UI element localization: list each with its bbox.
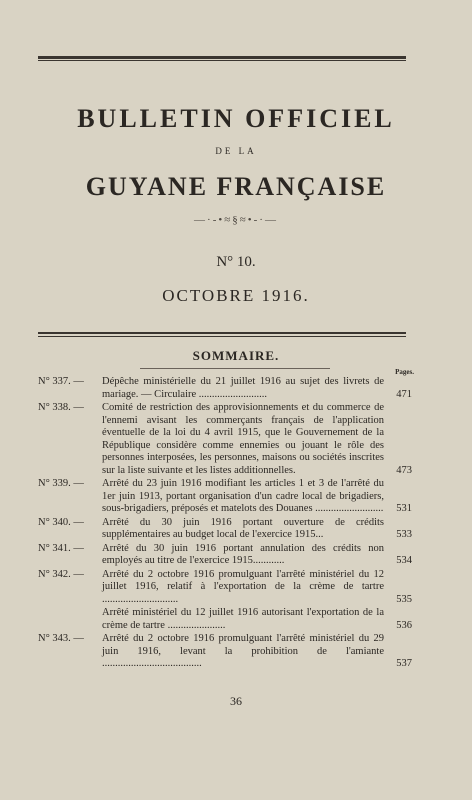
entry-page: 536 (396, 619, 412, 631)
entry-number: N° 339. — (38, 478, 84, 489)
entry-text: Arrêté ministériel du 12 juillet 1916 autorisant l'exportation de la crème de tartre ...................... (102, 607, 384, 631)
entry-text: Arrêté du 2 octobre 1916 promulguant l'arrêté ministériel du 29 juin 1916, levant la prohibition de l'amiante ...................................... (102, 633, 384, 669)
summary-entry (38, 543, 412, 568)
entry-page: 537 (396, 658, 412, 669)
summary-entry (38, 402, 412, 477)
entry-number: N° 342. — (38, 568, 84, 580)
entry-number: N° 341. — (38, 542, 84, 554)
entry-number: N° 340. — (38, 516, 84, 528)
summary-entries (38, 376, 412, 672)
entry-text: Dépêche ministérielle du 21 juillet 1916 au sujet des livrets de mariage. — Circulaire .......................... (102, 376, 384, 400)
issue-number: N° 10. (216, 254, 256, 270)
summary-entry (38, 633, 412, 671)
summary-subentry (38, 607, 412, 632)
entry-text: Comité de restriction des approvisionnements et du commerce de l'ennemi avisant les commerçants français de l'application éventuelle de la loi du 4 avril 1915, que le Gouvernement de la République considère comme ennemies ou jouant le rôle des personnes interposées, les personnes, maisons ou sociétés inscrites sur la liste suivante et les listes additionnelles. (102, 402, 384, 476)
entry-page: 473 (396, 464, 412, 476)
summary-entry (38, 569, 412, 607)
summary-heading: SOMMAIRE. (192, 348, 280, 363)
entry-page: 531 (396, 503, 412, 514)
entry-text: Arrêté du 30 juin 1916 portant ouverture de crédits supplémentaires au budget local de l'exercice 1915... (102, 516, 384, 540)
summary-entry (38, 517, 412, 542)
summary-underline (140, 368, 330, 369)
top-double-rule (38, 56, 406, 61)
entry-page: 471 (396, 388, 412, 400)
entry-number (38, 607, 102, 632)
entry-page: 534 (396, 555, 412, 566)
pages-column-label: Pages. (395, 368, 414, 376)
entry-page: 535 (396, 593, 412, 605)
entry-text: Arrêté du 30 juin 1916 portant annulation des crédits non employés au titre de l'exercice 1915............ (102, 542, 384, 566)
entry-text: Arrêté du 23 juin 1916 modifiant les articles 1 et 3 de l'arrêté du 1er juin 1913, portant organisation d'un cadre local de brigadiers, sous-brigadiers, préposés et matelots des Douanes .......................... (102, 478, 384, 514)
entry-page: 533 (396, 529, 412, 540)
entry-number: N° 338. — (38, 402, 84, 413)
bulletin-title: BULLETIN OFFICIEL (77, 104, 395, 133)
summary-entry (38, 478, 412, 516)
entry-number: N° 343. — (38, 633, 84, 644)
issue-date: OCTOBRE 1916. (162, 286, 310, 305)
page-folio: 36 (230, 694, 242, 708)
entry-number: N° 337. — (38, 376, 84, 387)
title-connector: DE LA (215, 146, 257, 156)
middle-double-rule (38, 332, 406, 337)
summary-entry (38, 376, 412, 401)
entry-text: Arrêté du 2 octobre 1916 promulguant l'arrêté ministériel du 12 juillet 1916, relatif à l'exportation de la crème de tartre ............................. (102, 568, 384, 605)
ornament-divider: —·-•≈§≈•-·— (194, 214, 278, 226)
colony-title: GUYANE FRANÇAISE (85, 172, 387, 201)
